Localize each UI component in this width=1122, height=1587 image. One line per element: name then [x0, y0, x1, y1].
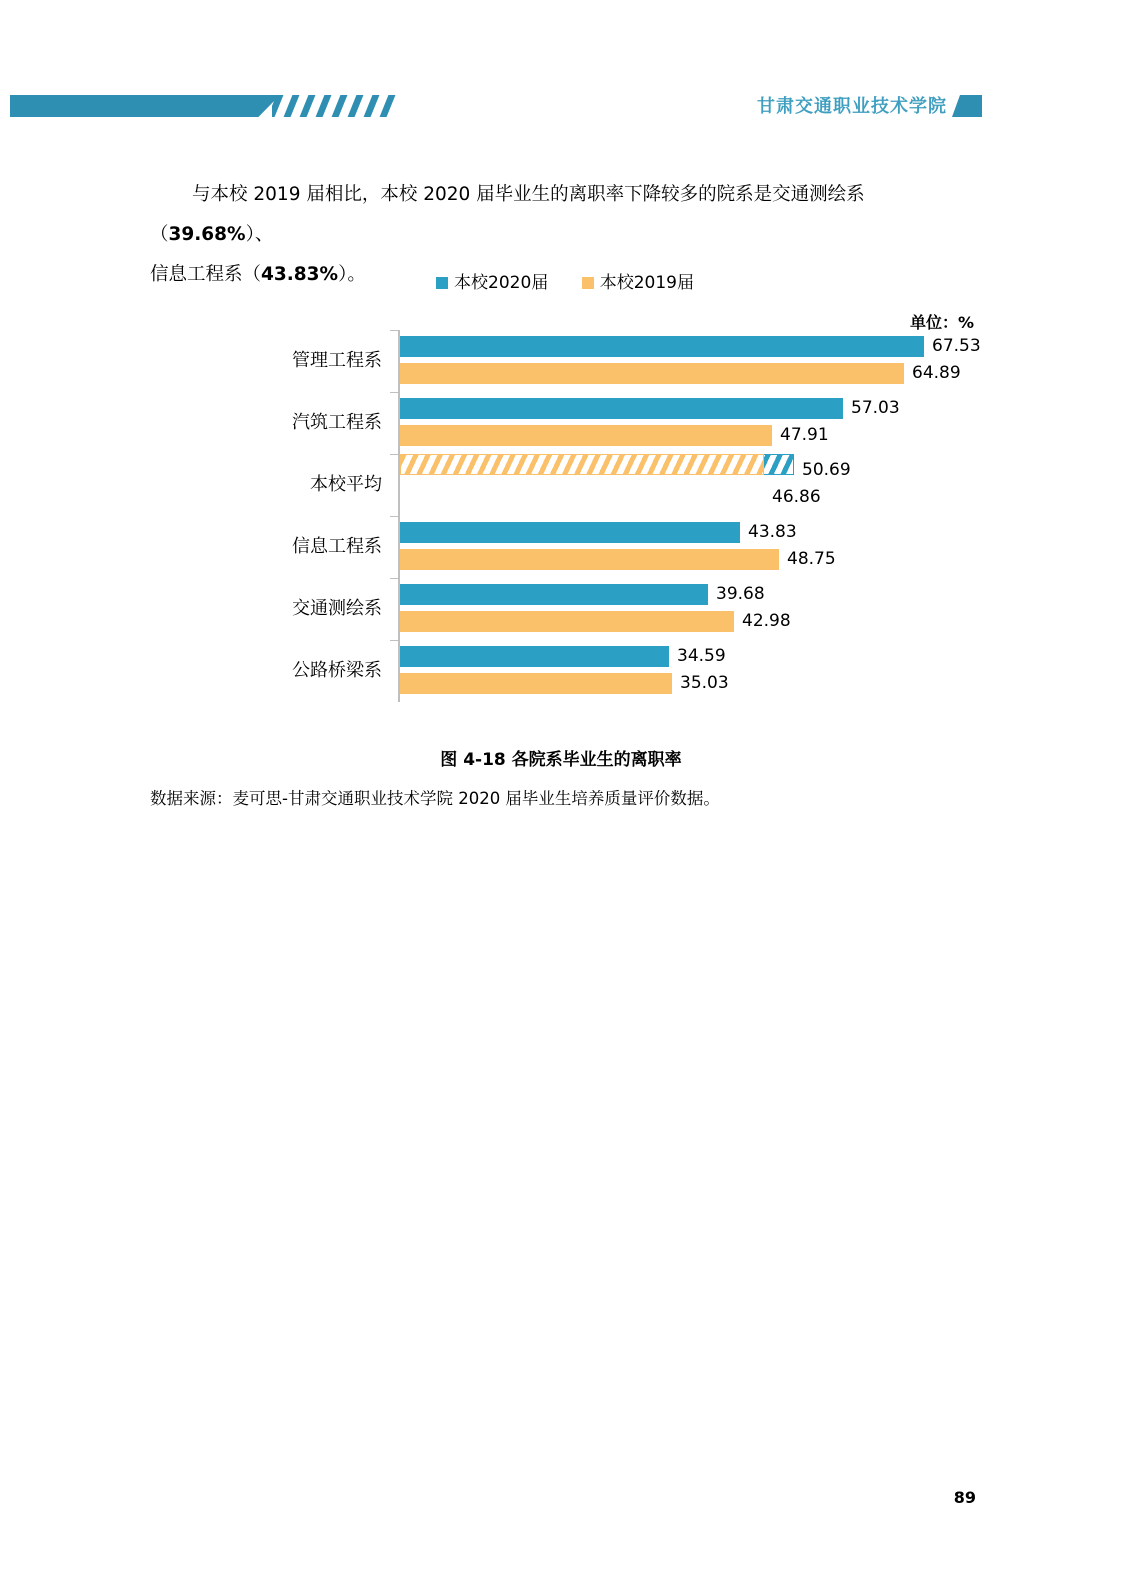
axis-tick: [390, 516, 399, 517]
bar-value-2019-2: 46.86: [772, 487, 821, 507]
chart-unit-label: 单位：%: [909, 313, 974, 332]
bar-2020-1: [400, 398, 843, 419]
axis-tick: [390, 578, 399, 579]
legend-item-2019: [582, 268, 694, 293]
chart-category-row: [150, 516, 980, 578]
bar-2020-0: [400, 336, 924, 357]
page-number: 89: [953, 1488, 976, 1507]
bar-2019-4: [400, 611, 734, 632]
paragraph-text-4: ）。: [338, 264, 366, 285]
legend-label-2019: 本校2019届: [599, 273, 694, 293]
bar-value-2020-4: 39.68: [716, 584, 765, 604]
bar-value-2019-3: 48.75: [787, 549, 836, 569]
bar-2019-5: [400, 673, 672, 694]
chart-legend: [150, 268, 980, 293]
legend-item-2020: [436, 268, 548, 293]
bar-value-2020-3: 43.83: [748, 522, 797, 542]
bar-value-2019-0: 64.89: [912, 363, 961, 383]
paragraph-value-1: 39.68%: [168, 224, 246, 245]
bar-2020-3: [400, 522, 740, 543]
category-label-4: 交通测绘系: [292, 598, 382, 619]
bar-value-2020-0: 67.53: [932, 336, 981, 356]
figure-caption: 图 4-18 各院系毕业生的离职率: [440, 750, 682, 770]
category-label-2: 本校平均: [310, 474, 382, 495]
category-label-0: 管理工程系: [292, 350, 382, 371]
paragraph-text-3: 信息工程系（: [150, 264, 262, 285]
chart-category-row: [150, 640, 980, 702]
chart-category-row-average: [150, 454, 980, 516]
bar-2019-2: [400, 454, 764, 475]
legend-swatch-icon-2020: [436, 277, 448, 289]
bar-2020-5: [400, 646, 669, 667]
bar-value-2020-1: 57.03: [851, 398, 900, 418]
legend-label-2020: 本校2020届: [454, 273, 549, 293]
paragraph-value-2: 43.83%: [261, 264, 339, 285]
paragraph-text-1: 与本校 2019 届相比，本校 2020 届毕业生的离职率下降较多的院系是交通测绘系（: [150, 184, 865, 245]
bar-value-2019-4: 42.98: [742, 611, 791, 631]
header-institution-title: 甘肃交通职业技术学院: [757, 96, 947, 117]
bar-value-2019-1: 47.91: [780, 425, 829, 445]
legend-swatch-icon-2019: [582, 277, 594, 289]
bar-2020-4: [400, 584, 708, 605]
bar-value-2019-5: 35.03: [680, 673, 729, 693]
bar-2019-1: [400, 425, 772, 446]
chart-category-row: [150, 392, 980, 454]
category-label-3: 信息工程系: [292, 536, 382, 557]
bar-chart: [150, 268, 980, 728]
header-accent-bar-right: [962, 95, 982, 117]
chart-category-row: [150, 330, 980, 392]
bar-value-2020-2: 50.69: [802, 460, 851, 480]
paragraph-text-2: ）、: [245, 224, 274, 245]
axis-tick: [390, 330, 399, 331]
chart-plot-area: [150, 330, 980, 702]
axis-tick: [390, 392, 399, 393]
header-accent-bar-left: [10, 95, 280, 117]
category-label-5: 公路桥梁系: [292, 660, 382, 681]
bar-value-2020-5: 34.59: [677, 646, 726, 666]
bar-2019-3: [400, 549, 779, 570]
category-label-1: 汽筑工程系: [292, 412, 382, 433]
page-header: [0, 92, 1122, 128]
axis-tick: [390, 640, 399, 641]
header-stripes-decoration: [272, 95, 412, 117]
source-note: 数据来源：麦可思-甘肃交通职业技术学院 2020 届毕业生培养质量评价数据。: [150, 789, 720, 808]
bar-2019-0: [400, 363, 904, 384]
axis-tick: [390, 454, 399, 455]
chart-category-row: [150, 578, 980, 640]
